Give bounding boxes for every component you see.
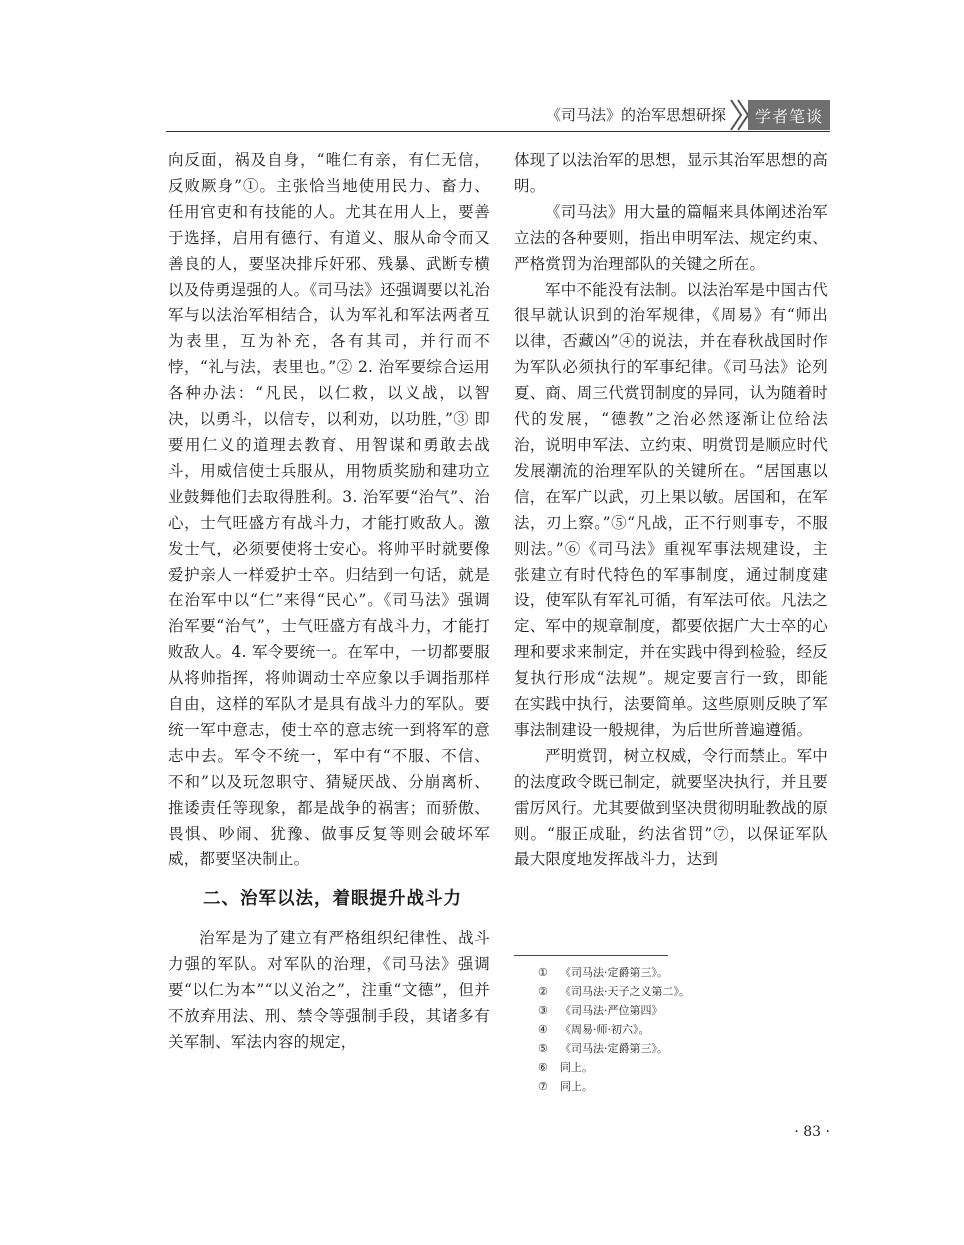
chevron-right-icon	[728, 98, 750, 132]
footnote-item	[538, 1020, 818, 1039]
footnote-item	[538, 982, 818, 1001]
right-paragraph-2: 《司马法》用大量的篇幅来具体阐述治军立法的各种要则，指出申明军法、规定约束、严格赏罚为治理部队的关键之所在。	[514, 202, 829, 273]
running-header-title: 《司马法》的治军思想研探	[545, 106, 726, 124]
footnote-text: 《司马法·严位第四》	[560, 1004, 663, 1017]
footnote-number: ④	[538, 1023, 548, 1036]
footnote-text: 同上。	[560, 1061, 593, 1074]
section-heading: 二、治军以法，着眼提升战斗力	[203, 889, 462, 910]
footnote-item	[538, 1077, 818, 1096]
footnote-text: 《司马法·定爵第三》。	[560, 966, 668, 979]
column-tag: 学者笔谈	[748, 100, 830, 130]
footnote-text: 《司马法·定爵第三》。	[560, 1042, 668, 1055]
footnote-item	[538, 1039, 818, 1058]
footnote-text: 《司马法·天子之义第二》。	[560, 985, 690, 998]
left-paragraph-1: 向反面，祸及自身，“唯仁有亲，有仁无信，反败厥身”①。主张恰当地使用民力、畜力、任用官吏和有技能的人。尤其在用人上，要善于选择，启用有德行、有道义、服从命令而又善良的人，要坚决排斥奸邪、残暴、武断专横以及侍勇逞强的人。《司马法》还强调要以礼治军与以法治军相结合，认为军礼和军法两者互为表里，互为补充，各有其司，并行而不悖，“礼与法，表里也。”② 2. 治军要综合运用各种办法：“凡民，以仁救，以义战，以智决，以勇斗，以信专，以利劝，以功胜，”③ 即要用仁义的道理去教育、用智谋和勇敢去战斗，用威信使士兵服从，用物质奖励和建功立业鼓舞他们去取得胜利。3. 治军要“治气”、治心，士气旺盛方有战斗力，才能打败敌人。激发士气，必须要使将士安心。将帅平时就要像爱护亲人一样爱护士卒。归结到一句话，就是在治军中以“仁”来得“民心”。《司马法》强调治军要“治气”，士气旺盛方有战斗力，才能打败敌人。4. 军令要统一。在军中，一切都要服从将帅指挥，将帅调动士卒应象以手调指那样自由，这样的军队才是具有战斗力的军队。要统一军中意志，使士卒的意志统一到将军的意志中去。军令不统一，军中有“不服、不信、不和”以及玩忽职守、猜疑厌战、分崩离析、推诿责任等现象，都是战争的祸害；而骄傲、畏惧、吵闹、犹豫、做事反复等则会破坏军威，都要坚决制止。	[168, 151, 490, 869]
footnote-text: 《周易·师·初六》。	[560, 1023, 650, 1036]
right-paragraph-1: 体现了以法治军的思想，显示其治军思想的高明。	[514, 151, 829, 195]
footnote-item	[538, 963, 818, 982]
right-paragraph-3: 军中不能没有法制。以法治军是中国古代很早就认识到的治军规律，《周易》有“师出以律，否藏凶”④的说法，并在春秋战国时作为军队必须执行的军事纪律。《司马法》论列夏、商、周三代赏罚制度的异同，认为随着时代的发展，“德教”之治必然逐渐让位给法治，说明申军法、立约束、明赏罚是顺应时代发展潮流的治理军队的关键所在。“居国惠以信，在军广以武，刃上果以敏。居国和，在军法，刃上察。”⑤“凡战，正不行则事专，不服则法。”⑥《司马法》重视军事法规建设，主张建立有时代特色的军事制度，通过制度建设，使军队有军礼可循，有军法可依。凡法之定、军中的规章制度，都要依据广大士卒的心理和要求来制定，并在实践中得到检验，经反复执行形成“法规”。规定要言行一致，即能在实践中执行，法要简单。这些原则反映了军事法制建设一般规律，为后世所普遍遵循。	[514, 280, 829, 739]
footnote-number: ③	[538, 1004, 548, 1017]
right-column	[514, 148, 828, 873]
footnote-number: ①	[538, 966, 548, 979]
left-column	[168, 148, 490, 1056]
footnote-divider	[514, 955, 668, 956]
footnote-number: ②	[538, 985, 548, 998]
footnote-item	[538, 1058, 818, 1077]
footnote-number: ⑥	[538, 1061, 548, 1074]
header-divider	[166, 131, 830, 132]
right-paragraph-4: 严明赏罚，树立权威，令行而禁止。军中的法度政令既已制定，就要坚决执行，并且要雷厉风行。尤其要做到坚决贯彻明耻教战的原则。“服正成耻，约法省罚”⑦，以保证军队最大限度地发挥战斗力，达到	[514, 746, 829, 869]
footnote-number: ⑤	[538, 1042, 548, 1055]
footnote-item	[538, 1001, 818, 1020]
footnote-number: ⑦	[538, 1080, 548, 1093]
footnotes	[538, 963, 818, 1096]
left-paragraph-2: 治军是为了建立有严格组织纪律性、战斗力强的军队。对军队的治理，《司马法》强调要“以仁为本”“以义治之”，注重“文德”，但并不放弃用法、刑、禁令等强制手段，其诸多有关军制、军法内容的规定，	[168, 929, 490, 1051]
footnote-text: 同上。	[560, 1080, 593, 1093]
page-number: · 83 ·	[794, 1124, 830, 1140]
